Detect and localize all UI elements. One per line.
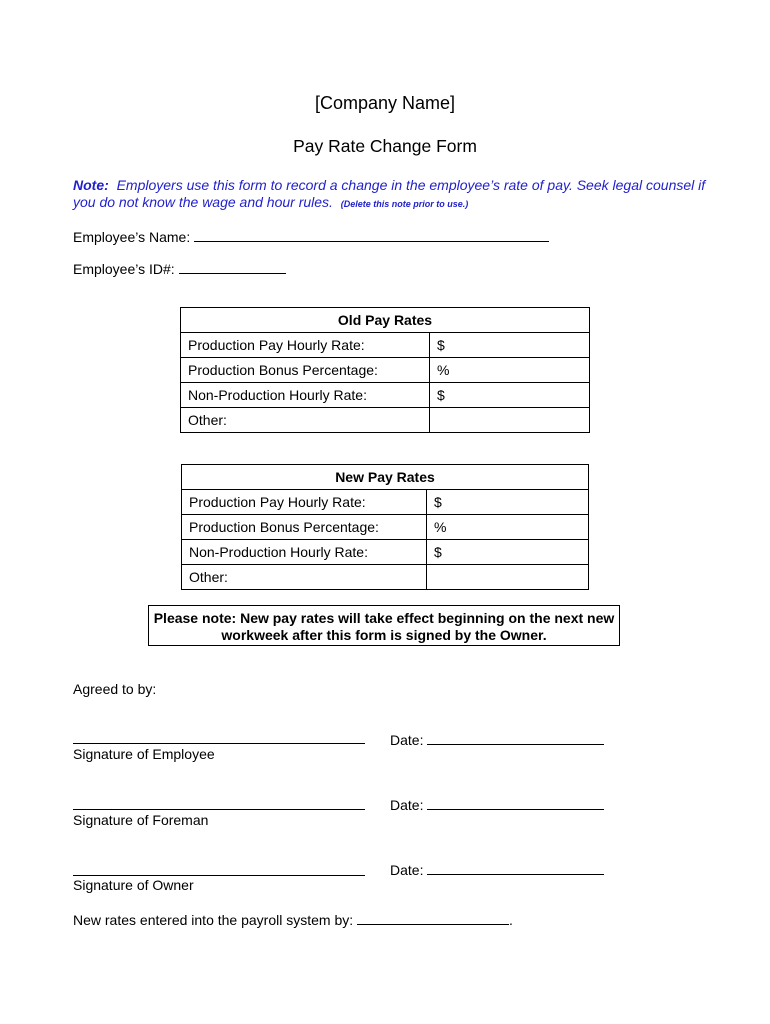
- old-rate-value[interactable]: $: [430, 383, 590, 408]
- employee-signature-line[interactable]: [73, 743, 365, 744]
- payroll-period: .: [509, 912, 513, 928]
- old-rate-value[interactable]: $: [430, 333, 590, 358]
- new-pay-rates-table: [181, 464, 589, 590]
- new-rate-value[interactable]: $: [427, 490, 589, 515]
- new-rate-label: Production Bonus Percentage:: [182, 515, 427, 540]
- new-rate-value[interactable]: [427, 565, 589, 590]
- table-row: [182, 565, 589, 590]
- date-label: Date:: [390, 862, 424, 878]
- owner-signature-label: Signature of Owner: [73, 877, 194, 893]
- new-rate-value[interactable]: $: [427, 540, 589, 565]
- note-label: Note:: [73, 177, 109, 193]
- table-row: [182, 490, 589, 515]
- old-rate-value[interactable]: %: [430, 358, 590, 383]
- new-rate-label: Non-Production Hourly Rate:: [182, 540, 427, 565]
- owner-date-line[interactable]: [427, 860, 604, 875]
- foreman-signature-label: Signature of Foreman: [73, 812, 209, 828]
- payroll-entry-field[interactable]: [73, 910, 513, 928]
- employee-date-field[interactable]: [390, 730, 604, 748]
- table-row: [182, 540, 589, 565]
- new-rate-value[interactable]: %: [427, 515, 589, 540]
- employee-date-line[interactable]: [427, 730, 604, 745]
- table-row: [181, 333, 590, 358]
- date-label: Date:: [390, 732, 424, 748]
- payroll-label: New rates entered into the payroll system by:: [73, 912, 354, 928]
- employee-id-field[interactable]: [73, 259, 286, 277]
- employee-id-line[interactable]: [179, 259, 286, 274]
- new-rates-title: New Pay Rates: [182, 465, 589, 490]
- company-name: [Company Name]: [314, 93, 456, 113]
- effective-date-notice: [148, 605, 620, 646]
- instruction-note: [73, 177, 713, 213]
- owner-date-field[interactable]: [390, 860, 604, 878]
- table-row: [181, 358, 590, 383]
- old-pay-rates-table: [180, 307, 590, 433]
- employee-id-label: Employee’s ID#:: [73, 261, 175, 277]
- employee-name-line[interactable]: [194, 227, 549, 242]
- employee-signature-label: Signature of Employee: [73, 746, 215, 762]
- table-row: [181, 383, 590, 408]
- note-delete-hint: (Delete this note prior to use.): [340, 199, 469, 209]
- payroll-entry-line[interactable]: [357, 910, 509, 925]
- table-row: [182, 515, 589, 540]
- new-rate-label: Production Pay Hourly Rate:: [182, 490, 427, 515]
- old-rate-label: Other:: [181, 408, 430, 433]
- old-rates-title: Old Pay Rates: [181, 308, 590, 333]
- date-label: Date:: [390, 797, 424, 813]
- notice-line-2: workweek after this form is signed by the Owner.: [221, 627, 547, 643]
- old-rate-value[interactable]: [430, 408, 590, 433]
- notice-line-1: Please note: New pay rates will take effect beginning on the next new: [153, 610, 615, 626]
- old-rate-label: Production Bonus Percentage:: [181, 358, 430, 383]
- owner-signature-line[interactable]: [73, 875, 365, 876]
- foreman-date-field[interactable]: [390, 795, 604, 813]
- employee-name-field[interactable]: [73, 227, 549, 245]
- table-row: [181, 408, 590, 433]
- old-rate-label: Production Pay Hourly Rate:: [181, 333, 430, 358]
- note-text: Employers use this form to record a change in the employee’s rate of pay. Seek legal counsel if you do not know the wage and hour rules.: [73, 177, 706, 210]
- employee-name-label: Employee’s Name:: [73, 229, 191, 245]
- foreman-signature-line[interactable]: [73, 809, 365, 810]
- old-rate-label: Non-Production Hourly Rate:: [181, 383, 430, 408]
- foreman-date-line[interactable]: [427, 795, 604, 810]
- new-rate-label: Other:: [182, 565, 427, 590]
- agreed-label: Agreed to by:: [73, 681, 157, 697]
- form-title: Pay Rate Change Form: [293, 136, 477, 156]
